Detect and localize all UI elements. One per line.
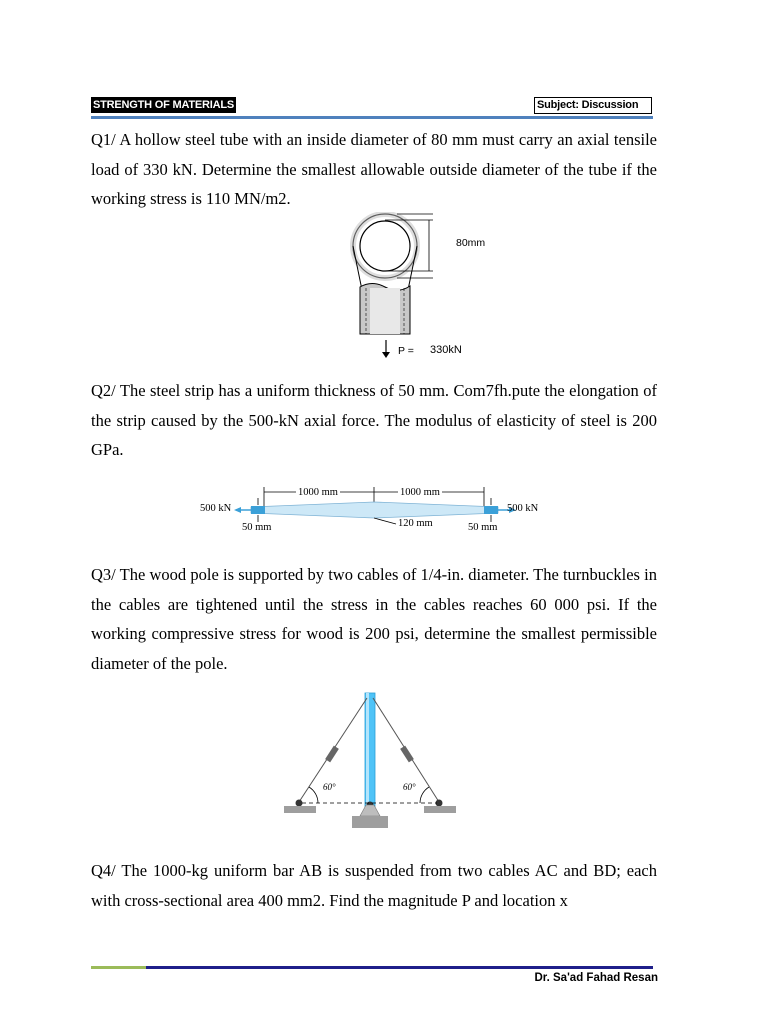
left-turnbuckle-icon	[325, 746, 339, 763]
span-left-label: 1000 mm	[298, 487, 338, 498]
footer-rule-green	[91, 966, 146, 969]
right-turnbuckle-icon	[400, 746, 414, 763]
footer-author: Dr. Sa'ad Fahad Resan	[534, 972, 658, 984]
wood-pole-diagram	[282, 688, 462, 834]
question-3-text: Q3/ The wood pole is supported by two cables of 1/4-in. diameter. The turnbuckles in the cables are tightened until the stress in the cables reaches 60 000 psi. If the working compressive stress for wood is 200 psi, determine the smallest permissible diameter of the pole.	[91, 565, 657, 673]
question-4-text: Q4/ The 1000-kg uniform bar AB is suspended from two cables AC and BD; each with cross-sectional area 400 mm2. Find the magnitude P and location x	[91, 861, 657, 910]
end-width-right-label: 50 mm	[468, 522, 498, 533]
header-rule	[91, 116, 653, 119]
course-title: STRENGTH OF MATERIALS	[93, 99, 235, 111]
subject-box: Subject: Discussion	[534, 97, 652, 114]
right-anchor	[424, 806, 456, 813]
figure-hollow-tube	[340, 212, 520, 364]
dimension-label: 80mm	[456, 237, 486, 249]
force-left-label: 500 kN	[200, 503, 232, 514]
question-1-text: Q1/ A hollow steel tube with an inside diameter of 80 mm must carry an axial tensile load of 330 kN. Determine the smallest allowable outside diameter of the tube if the working stress is 110 MN/m2.	[91, 130, 657, 208]
tube-inner-circle	[360, 221, 410, 271]
figure-wood-pole	[282, 688, 462, 834]
load-value: 330kN	[430, 344, 462, 356]
angle-left-label: 60°	[323, 782, 336, 792]
span-right-label: 1000 mm	[400, 487, 440, 498]
force-right-label: 500 kN	[507, 503, 539, 514]
hollow-tube-diagram	[340, 212, 520, 364]
question-2-text: Q2/ The steel strip has a uniform thickness of 50 mm. Com7fh.pute the elongation of the strip caused by the 500-kN axial force. The modulus of elasticity of steel is 200 GPa.	[91, 381, 657, 459]
angle-right-label: 60°	[403, 782, 416, 792]
load-symbol: P =	[398, 345, 414, 357]
left-anchor	[284, 806, 316, 813]
footer-rule-navy	[146, 966, 653, 969]
mid-width-label: 120 mm	[398, 518, 433, 529]
pole-base	[352, 816, 388, 828]
left-force-arrow-icon	[234, 507, 241, 513]
figure-steel-strip	[196, 484, 556, 538]
load-arrow-icon	[382, 352, 390, 358]
end-width-left-label: 50 mm	[242, 522, 272, 533]
strip-body	[251, 502, 498, 518]
